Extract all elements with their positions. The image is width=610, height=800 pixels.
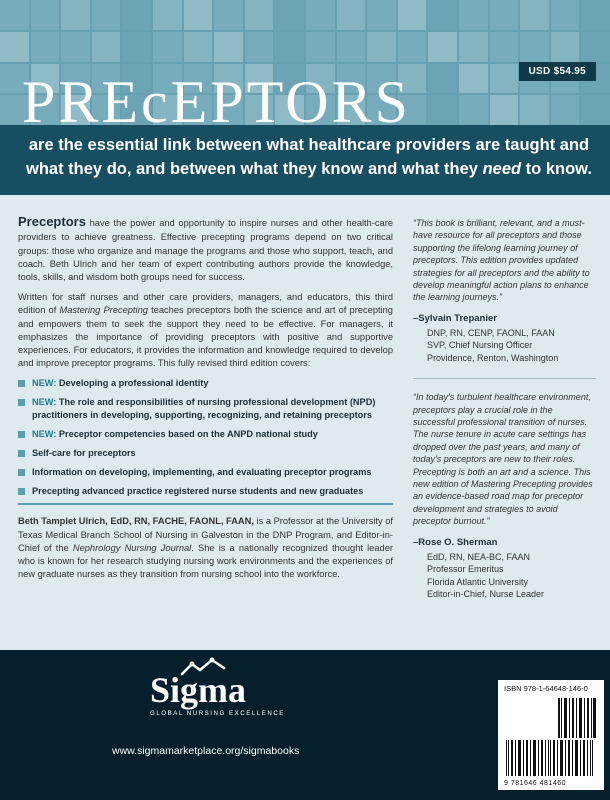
quote-author: –Rose O. Sherman — [413, 536, 498, 548]
barcode-digits: 9 781646 481460 — [504, 780, 566, 787]
feature-list — [18, 377, 393, 497]
isbn-number: ISBN 978-1-64648-146-0 — [504, 684, 588, 693]
isbn-barcode-bars — [506, 740, 594, 776]
price-barcode — [558, 698, 596, 738]
quote-divider — [413, 378, 596, 379]
quote-text: “This book is brilliant, relevant, and a must-have resource for all preceptors and those supporting the lifelong learning journey of preceptors. This edition provides updated strategies for all preceptors and the ability to develop meaningful action plans to enhance the learning journeys.” — [413, 218, 590, 303]
quote-author-credentials: DNP, RN, CENP, FAONL, FAAN SVP, Chief Nursing Officer Providence, Renton, Washington — [427, 327, 559, 363]
section-divider — [18, 503, 393, 505]
feature-item: Precepting advanced practice registered nurse students and new graduates — [18, 485, 393, 498]
website-link[interactable]: www.sigmamarketplace.org/sigmabooks — [112, 745, 300, 757]
endorsement-2 — [413, 391, 596, 600]
quote-author: –Sylvain Trepanier — [413, 312, 497, 324]
tagline: are the essential link between what healthcare providers are taught and what they do, and between what they know and what they need to know. — [26, 136, 592, 178]
endorsement-1 — [413, 217, 596, 364]
feature-item: Information on developing, implementing, and evaluating preceptor programs — [18, 466, 393, 479]
isbn-barcode — [498, 680, 604, 790]
publisher-name: Sigma — [150, 670, 247, 710]
audience-paragraph: Written for staff nurses and other care providers, managers, and educators, this third edition of Mastering Precepting teaches preceptors both the science and art of precepting and empowers them to seek the support they need to be effective. For managers, it emphasizes the importance of providing preceptors with positive and supportive experiences. For educators, it provides the information and knowledge required to develop and improve preceptor programs. This fully revised third edition covers: — [18, 292, 393, 369]
sigma-logo — [150, 672, 287, 717]
main-content — [0, 195, 610, 650]
sigma-mark-icon — [178, 656, 228, 678]
endorsements-column — [413, 217, 596, 600]
page-title: PREcEPTORS — [22, 69, 411, 135]
price-badge: USD $54.95 — [519, 62, 596, 81]
publisher-tagline: GLOBAL NURSING EXCELLENCE — [150, 710, 285, 717]
author-bio: Beth Tamplet Ulrich, EdD, RN, FACHE, FAONL, FAAN, is a Professor at the University of Texas Medical Branch School of Nursing in Galveston in the DNP Program, and Editor-in-Chief of the Nephrology Nursing Journal. She is a nationally recognized thought leader who is known for her research studying nursing work environments and the experiences of new graduate nurses as they transition from nursing school into the workforce. — [18, 516, 393, 580]
feature-item: NEW: Developing a professional identity — [18, 377, 393, 390]
quote-author-credentials: EdD, RN, NEA-BC, FAAN Professor Emeritus Florida Atlantic University Editor-in-Chief, Nurse Leader — [427, 551, 545, 599]
feature-item: NEW: The role and responsibilities of nursing professional development (NPD) practitioners in developing, supporting, recognizing, and retaining preceptors — [18, 396, 393, 422]
quote-text: “In today's turbulent healthcare environment, preceptors play a crucial role in the successful professional transition of nurses. The nurse tenure in acute care settings has dropped over the past years, and many of today's preceptors are new to their roles. Precepting is both an art and a science. This new edition of Mastering Precepting provides an evidence-based road map for preceptor development and strategies to avoid preceptor burnout.” — [413, 392, 593, 527]
feature-item: Self-care for preceptors — [18, 447, 393, 460]
description-column — [18, 213, 393, 588]
feature-item: NEW: Preceptor competencies based on the ANPD national study — [18, 428, 393, 441]
intro-paragraph: Preceptors have the power and opportunity to inspire nurses and other health-care providers to achieve greatness. Effective precepting programs depend on two critical groups: those who organize and manage the programs and those who support, teach, and coach. Beth Ulrich and her team of expert contributing authors provide the knowledge, tools, skills, and wisdom both groups need for success. — [18, 214, 393, 283]
